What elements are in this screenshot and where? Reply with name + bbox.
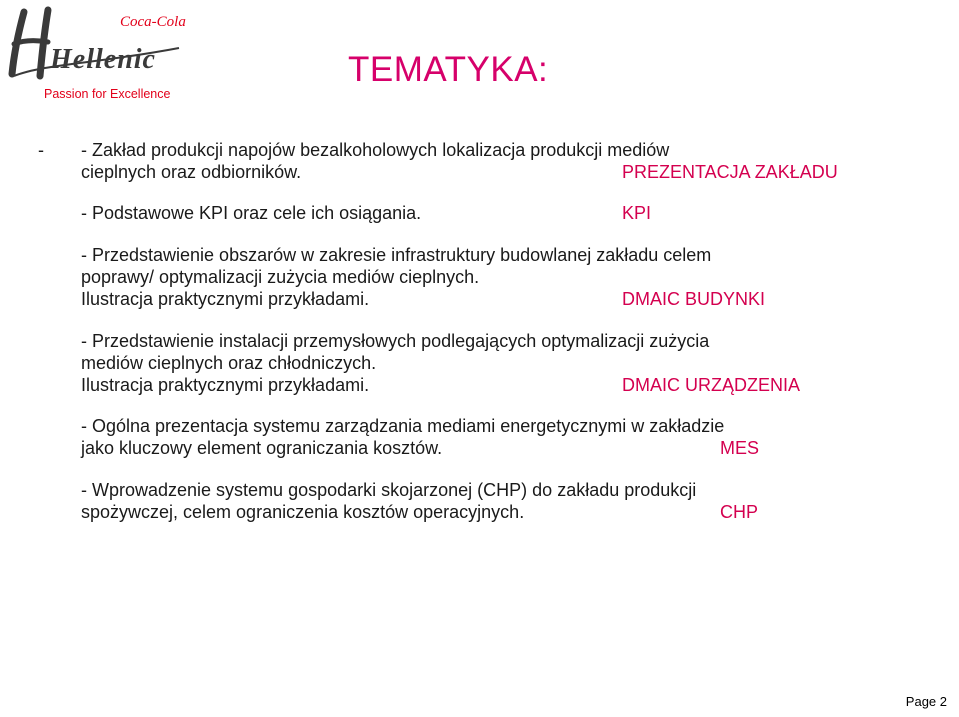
topic-line: jako kluczowy element ograniczania kosztów. <box>81 438 443 458</box>
logo-tagline: Passion for Excellence <box>44 87 171 101</box>
topic-line: poprawy/ optymalizacji zużycia mediów cieplnych. <box>81 267 480 287</box>
topic-line-with-tag <box>81 202 911 224</box>
topic-line-with-tag <box>81 374 911 396</box>
topic-item <box>81 244 911 310</box>
topic-line: Ilustracja praktycznymi przykładami. <box>81 375 370 395</box>
topic-line-with-tag <box>81 161 911 183</box>
topic-line: - Ogólna prezentacja systemu zarządzania mediami energetycznymi w zakładzie <box>81 416 725 436</box>
list-bullet: - <box>38 140 44 160</box>
topic-list <box>81 139 911 523</box>
hellenic-logo-graphic <box>4 4 188 104</box>
topic-tag: DMAIC URZĄDZENIA <box>622 375 801 395</box>
logo-brand-main: Hellenic <box>50 44 156 75</box>
topic-line: mediów cieplnych oraz chłodniczych. <box>81 353 377 373</box>
topic-item <box>81 139 911 183</box>
topic-line: - Podstawowe KPI oraz cele ich osiągania. <box>81 203 422 223</box>
topic-item <box>81 330 911 396</box>
topic-line: spożywczej, celem ograniczenia kosztów operacyjnych. <box>81 502 525 522</box>
topic-tag: MES <box>720 438 760 458</box>
topic-line: Ilustracja praktycznymi przykładami. <box>81 289 370 309</box>
topic-line-with-tag <box>81 288 911 310</box>
topic-item <box>81 415 911 459</box>
topic-line: - Przedstawienie obszarów w zakresie infrastruktury budowlanej zakładu celem <box>81 245 712 265</box>
topic-tag: KPI <box>622 203 652 223</box>
topic-line: - Przedstawienie instalacji przemysłowych podlegających optymalizacji zużycia <box>81 331 710 351</box>
company-logo <box>4 4 188 104</box>
topic-line-with-tag <box>81 501 911 523</box>
topic-item <box>81 202 911 224</box>
topic-tag: PREZENTACJA ZAKŁADU <box>622 162 838 182</box>
page-number: Page 2 <box>905 694 947 709</box>
page-title: TEMATYKA: <box>348 50 549 89</box>
topic-line: - Zakład produkcji napojów bezalkoholowych lokalizacja produkcji mediów <box>81 140 670 160</box>
topic-line: cieplnych oraz odbiorników. <box>81 162 302 182</box>
topic-item <box>81 479 911 523</box>
logo-brand-top: Coca-Cola <box>120 14 186 30</box>
topic-line: - Wprowadzenie systemu gospodarki skojarzonej (CHP) do zakładu produkcji <box>81 480 697 500</box>
topic-tag: CHP <box>720 502 759 522</box>
topic-tag: DMAIC BUDYNKI <box>622 289 766 309</box>
topic-line-with-tag <box>81 437 911 459</box>
